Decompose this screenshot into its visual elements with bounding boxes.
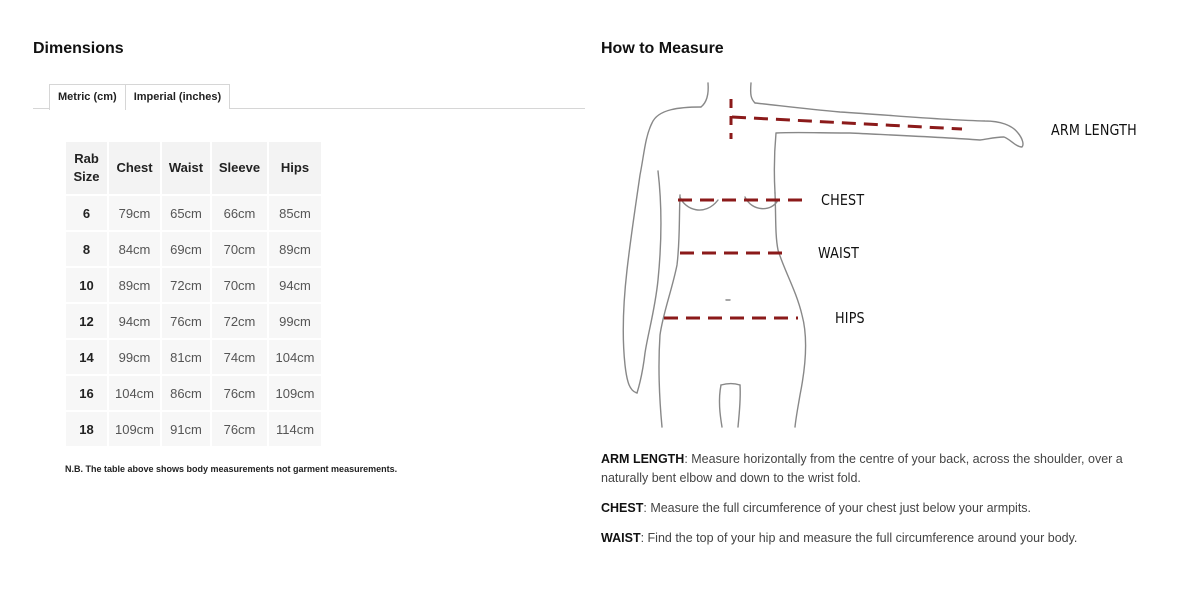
table-row — [66, 268, 323, 304]
cell-hips: 94cm — [269, 268, 323, 304]
cell-sleeve: 76cm — [212, 376, 269, 412]
cell-chest: 104cm — [109, 376, 162, 412]
cell-waist: 91cm — [162, 412, 212, 448]
cell-sleeve: 72cm — [212, 304, 269, 340]
instruction-arm-text: : Measure horizontally from the centre of your back, across the shoulder, over a naturally bent elbow and down to the wrist fold. — [601, 452, 1123, 485]
header-sleeve: Sleeve — [212, 142, 269, 196]
instruction-chest — [601, 499, 1146, 518]
cell-size: 16 — [66, 376, 109, 412]
cell-chest: 84cm — [109, 232, 162, 268]
cell-hips: 85cm — [269, 196, 323, 232]
cell-hips: 99cm — [269, 304, 323, 340]
table-row — [66, 196, 323, 232]
cell-sleeve: 70cm — [212, 232, 269, 268]
instruction-waist-term: WAIST — [601, 531, 641, 545]
instruction-waist — [601, 529, 1146, 548]
cell-waist: 76cm — [162, 304, 212, 340]
table-row — [66, 340, 323, 376]
cell-size: 6 — [66, 196, 109, 232]
header-hips: Hips — [269, 142, 323, 196]
cell-sleeve: 74cm — [212, 340, 269, 376]
header-waist: Waist — [162, 142, 212, 196]
cell-chest: 89cm — [109, 268, 162, 304]
cell-sleeve: 70cm — [212, 268, 269, 304]
cell-waist: 72cm — [162, 268, 212, 304]
figure-label-hips: HIPS — [835, 309, 865, 327]
figure-label-arm: ARM LENGTH — [1051, 121, 1137, 139]
cell-hips: 109cm — [269, 376, 323, 412]
cell-size: 8 — [66, 232, 109, 268]
measurement-note: N.B. The table above shows body measurements not garment measurements. — [65, 464, 398, 474]
instruction-arm-term: ARM LENGTH — [601, 452, 685, 466]
table-row — [66, 376, 323, 412]
instruction-arm-length — [601, 450, 1146, 488]
tab-metric[interactable]: Metric (cm) — [49, 84, 126, 110]
header-rab-size-label: Rab Size — [73, 151, 100, 184]
how-to-measure-title: How to Measure — [601, 40, 724, 57]
instruction-chest-term: CHEST — [601, 501, 644, 515]
size-table — [66, 142, 323, 448]
dimensions-title: Dimensions — [33, 40, 124, 57]
cell-size: 14 — [66, 340, 109, 376]
instruction-chest-text: : Measure the full circumference of your chest just below your armpits. — [643, 501, 1032, 515]
figure-label-waist: WAIST — [818, 244, 860, 262]
header-chest: Chest — [109, 142, 162, 196]
cell-chest: 99cm — [109, 340, 162, 376]
cell-hips: 89cm — [269, 232, 323, 268]
header-rab-size — [66, 142, 109, 196]
cell-size: 18 — [66, 412, 109, 448]
cell-sleeve: 66cm — [212, 196, 269, 232]
cell-size: 12 — [66, 304, 109, 340]
cell-chest: 79cm — [109, 196, 162, 232]
table-row — [66, 232, 323, 268]
instruction-waist-text: : Find the top of your hip and measure the full circumference around your body. — [640, 531, 1078, 545]
unit-tabs — [49, 84, 230, 110]
cell-waist: 69cm — [162, 232, 212, 268]
cell-size: 10 — [66, 268, 109, 304]
cell-chest: 109cm — [109, 412, 162, 448]
cell-waist: 86cm — [162, 376, 212, 412]
cell-hips: 114cm — [269, 412, 323, 448]
table-row — [66, 304, 323, 340]
cell-hips: 104cm — [269, 340, 323, 376]
cell-chest: 94cm — [109, 304, 162, 340]
figure-label-chest: CHEST — [821, 191, 865, 209]
table-row — [66, 412, 323, 448]
cell-waist: 81cm — [162, 340, 212, 376]
tab-imperial[interactable]: Imperial (inches) — [126, 84, 230, 109]
cell-sleeve: 76cm — [212, 412, 269, 448]
table-header-row — [66, 142, 323, 196]
cell-waist: 65cm — [162, 196, 212, 232]
